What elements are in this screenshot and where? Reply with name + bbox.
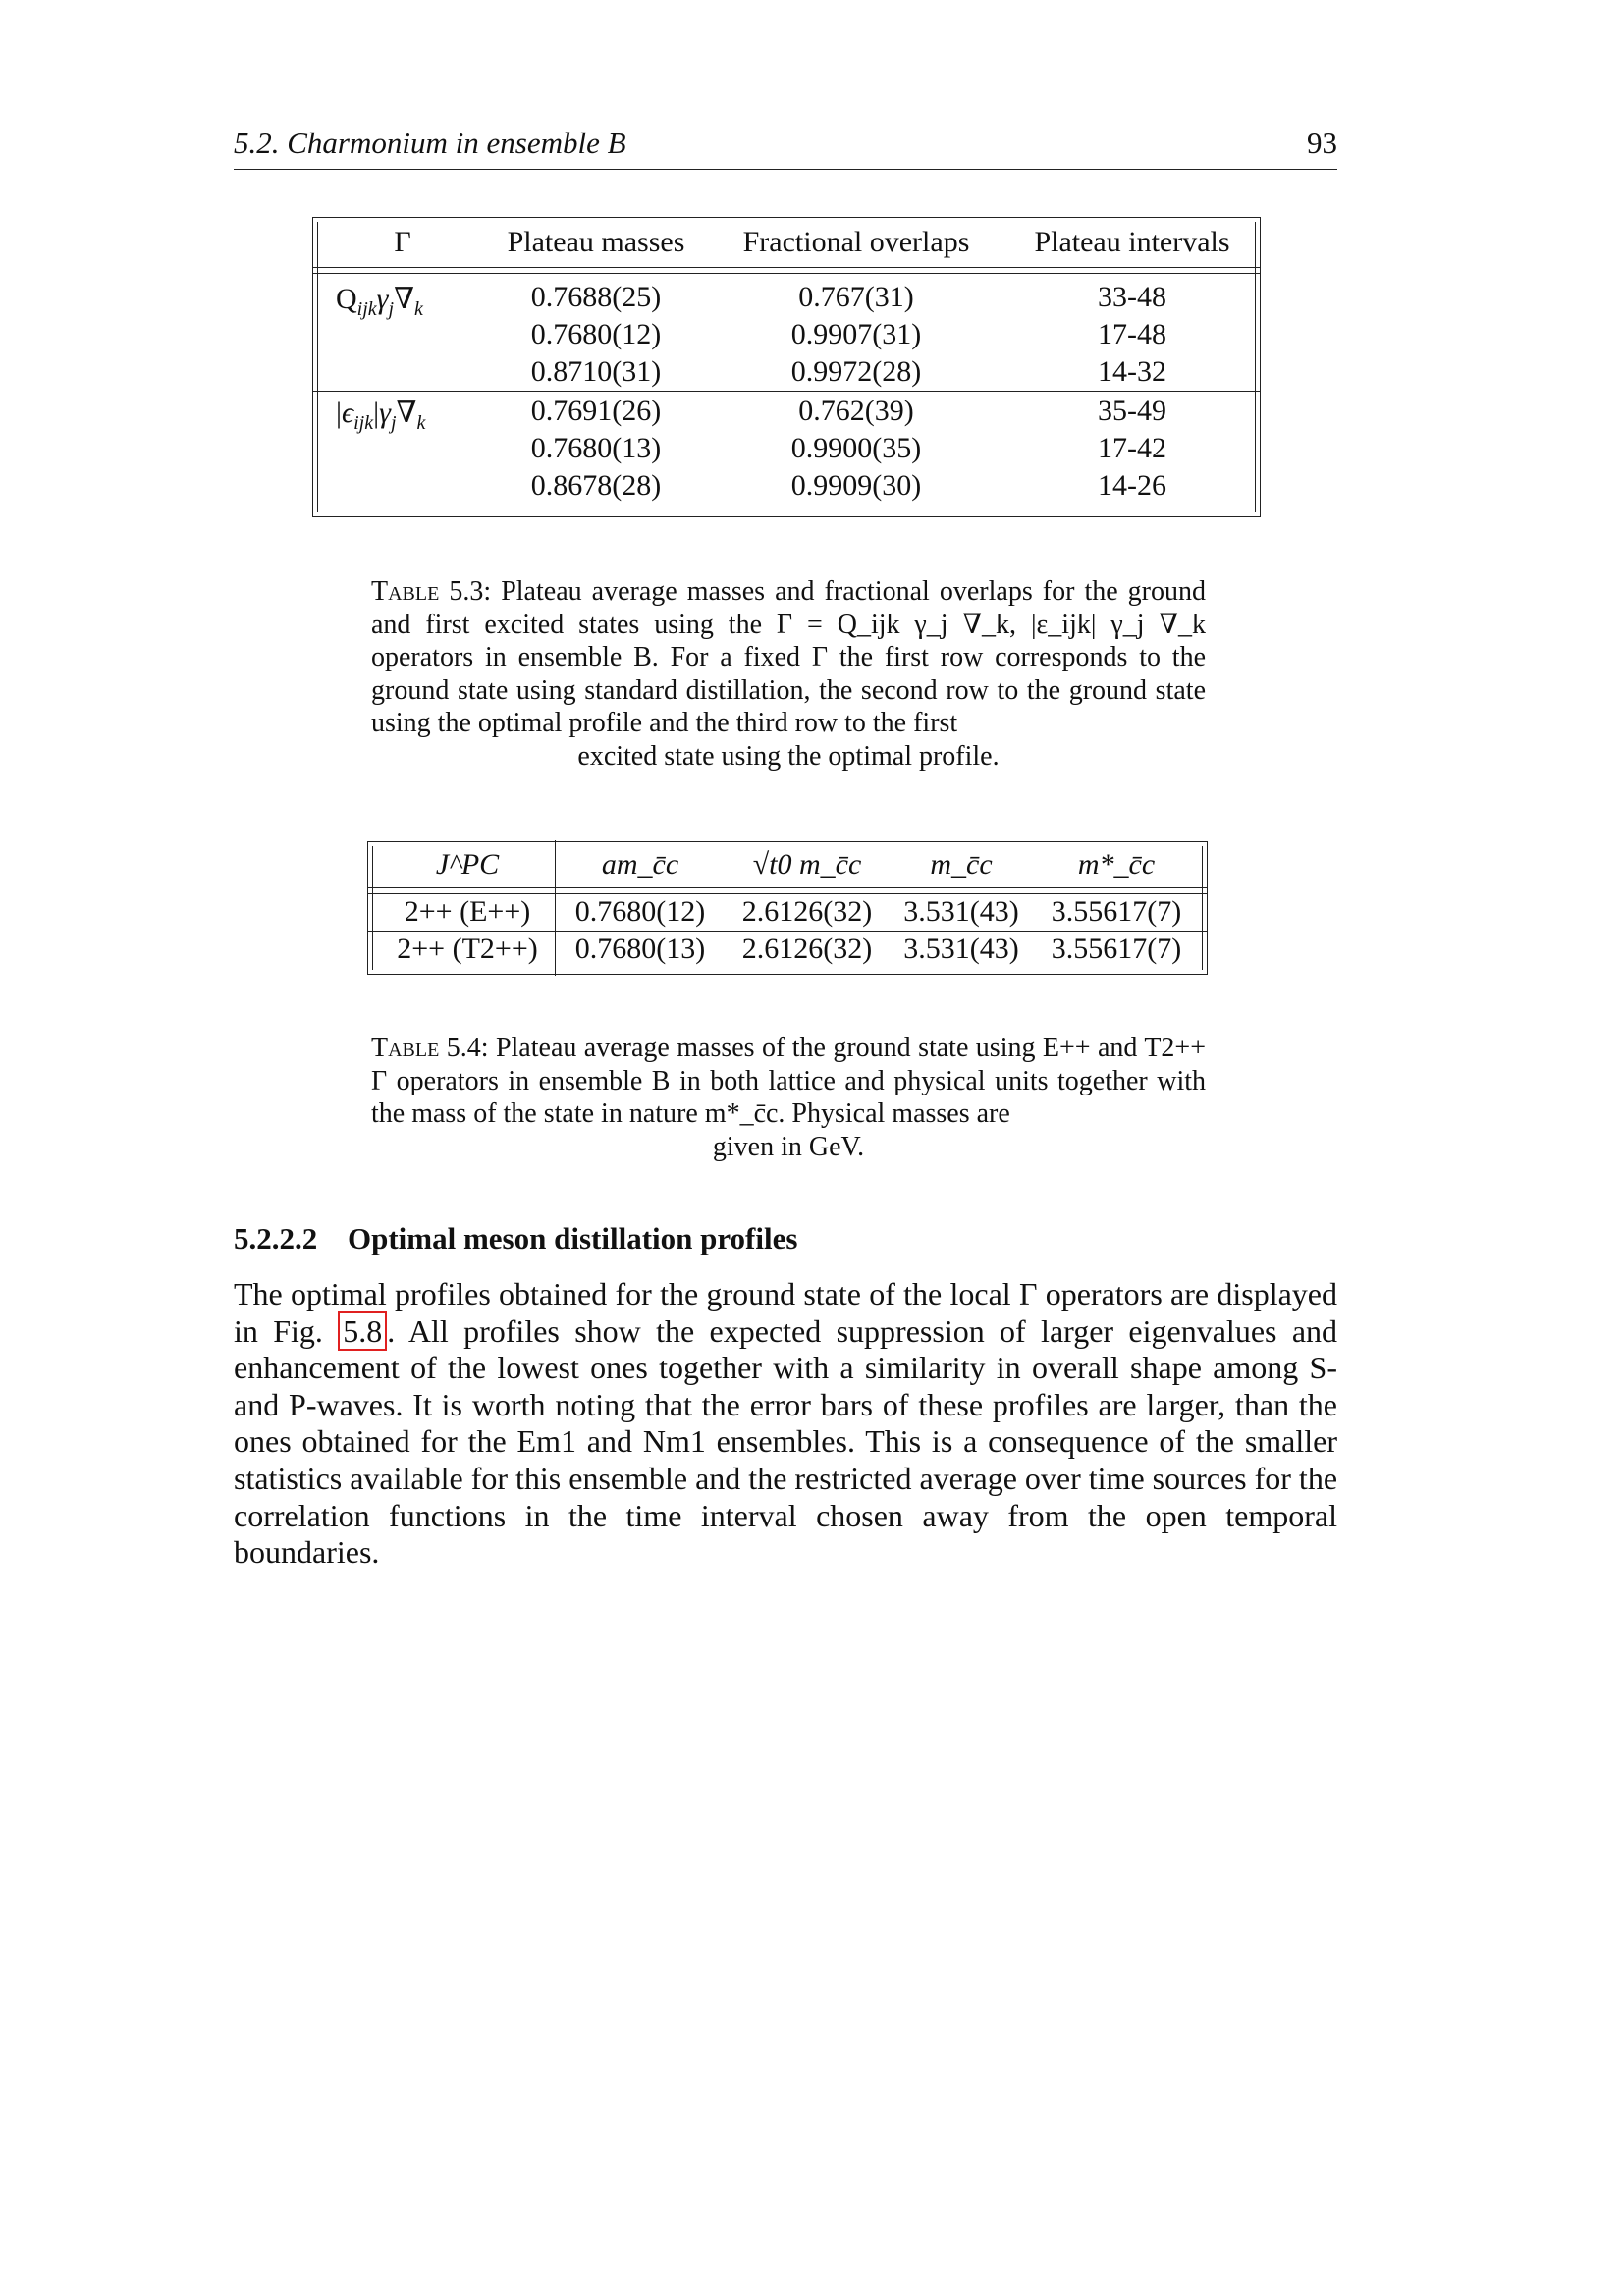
paragraph-text-before: The optimal profiles obtained for the ground state of the local Γ operators are displayed in Fig. bbox=[234, 1276, 1337, 1349]
table-cell: 0.8710(31) bbox=[530, 355, 662, 388]
table-5-4-caption bbox=[371, 1032, 1206, 1163]
col-header-m: m_c̄c bbox=[930, 848, 993, 881]
caption-number: 5.3: bbox=[449, 576, 492, 607]
table-cell: 0.7680(13) bbox=[530, 432, 662, 464]
caption-label: Table bbox=[371, 576, 440, 607]
caption-text: Plateau average masses and fractional overlaps for the ground and first excited states using the Γ = Q_ijk γ_j ∇_k, |ε_ijk| γ_j ∇_k operators in ensemble B. For a fixed Γ the first row corresponds to the ground state using standard distillation, the second row to the ground state using the optimal profile and the third row to the first bbox=[371, 576, 1207, 738]
caption-last-line: given in GeV. bbox=[712, 1131, 865, 1162]
col-header-am: am_c̄c bbox=[601, 848, 679, 881]
operator-q-gamma-nabla: $Q_{ijk}\gamma_j\nabla_k$ bbox=[336, 283, 423, 320]
table-cell: 0.9909(30) bbox=[790, 469, 922, 502]
caption-text: Plateau average masses of the ground state using E++ and T2++ Γ operators in ensemble B in both lattice and physical units together with the mass of the state in nature m*_c̄c. Physical masses are bbox=[371, 1033, 1207, 1129]
col-header-fractional-overlaps: Fractional overlaps bbox=[742, 226, 970, 258]
table-cell: 17-42 bbox=[1098, 432, 1166, 464]
table-cell: 33-48 bbox=[1098, 281, 1166, 313]
figure-reference-link[interactable]: 5.8 bbox=[338, 1311, 387, 1351]
row-label-e: 2++ (E++) bbox=[404, 895, 531, 928]
body-paragraph bbox=[234, 1276, 1337, 1572]
col-header-sqrt-t0-m: √t0 m_c̄c bbox=[752, 848, 862, 881]
caption-number: 5.4: bbox=[446, 1033, 489, 1063]
running-title: 5.2. Charmonium in ensemble B bbox=[234, 126, 626, 160]
col-header-plateau-intervals: Plateau intervals bbox=[1034, 226, 1230, 258]
table-cell: 0.7691(26) bbox=[530, 395, 662, 427]
section-heading bbox=[234, 1221, 797, 1256]
paragraph-text-after: . All profiles show the expected suppression of larger eigenvalues and enhancement of the lowest ones together with a similarity in overall shape among S- and P-waves. It is worth noting that the error bars of these profiles are larger, than the ones obtained for the Em1 and Nm1 ensembles. This is a consequence of the smaller statistics available for this ensemble and the restricted average over time sources for the correlation functions in the time interval chosen away from the open temporal boundaries. bbox=[234, 1312, 1338, 1571]
table-cell: 2.6126(32) bbox=[741, 895, 873, 928]
table-cell: 14-26 bbox=[1098, 469, 1166, 502]
table-cell: 0.7680(12) bbox=[530, 318, 662, 350]
page-header bbox=[234, 126, 1337, 170]
section-title: Optimal meson distillation profiles bbox=[348, 1221, 798, 1255]
table-cell: 0.7688(25) bbox=[530, 281, 662, 313]
table-cell: 3.55617(7) bbox=[1051, 895, 1182, 928]
table-5-3 bbox=[312, 217, 1261, 517]
table-cell: 17-48 bbox=[1098, 318, 1166, 350]
operator-epsilon-gamma-nabla: $|\epsilon_{ijk}|\gamma_j\nabla_k$ bbox=[336, 397, 426, 434]
table-5-4 bbox=[367, 841, 1208, 975]
section-number: 5.2.2.2 bbox=[234, 1221, 318, 1255]
table-cell: 3.531(43) bbox=[903, 895, 1019, 928]
col-header-m-star: m*_c̄c bbox=[1077, 848, 1156, 881]
table-cell: 0.762(39) bbox=[798, 395, 914, 427]
table-cell: 3.55617(7) bbox=[1051, 933, 1182, 965]
table-cell: 0.9900(35) bbox=[790, 432, 922, 464]
table-cell: 0.9907(31) bbox=[790, 318, 922, 350]
table-cell: 14-32 bbox=[1098, 355, 1166, 388]
table-cell: 0.7680(12) bbox=[574, 895, 706, 928]
table-cell: 35-49 bbox=[1098, 395, 1166, 427]
table-cell: 0.767(31) bbox=[798, 281, 914, 313]
caption-label: Table bbox=[371, 1033, 440, 1063]
page-number: 93 bbox=[1307, 126, 1337, 160]
col-header-gamma: Γ bbox=[394, 226, 411, 258]
table-cell: 2.6126(32) bbox=[741, 933, 873, 965]
table-cell: 0.9972(28) bbox=[790, 355, 922, 388]
table-cell: 3.531(43) bbox=[903, 933, 1019, 965]
table-cell: 0.8678(28) bbox=[530, 469, 662, 502]
row-label-t2: 2++ (T2++) bbox=[397, 933, 538, 965]
table-5-3-caption bbox=[371, 575, 1206, 773]
table-cell: 0.7680(13) bbox=[574, 933, 706, 965]
caption-last-line: excited state using the optimal profile. bbox=[577, 740, 1000, 772]
col-header-plateau-masses: Plateau masses bbox=[507, 226, 685, 258]
col-header-jpc: J^PC bbox=[435, 848, 500, 881]
